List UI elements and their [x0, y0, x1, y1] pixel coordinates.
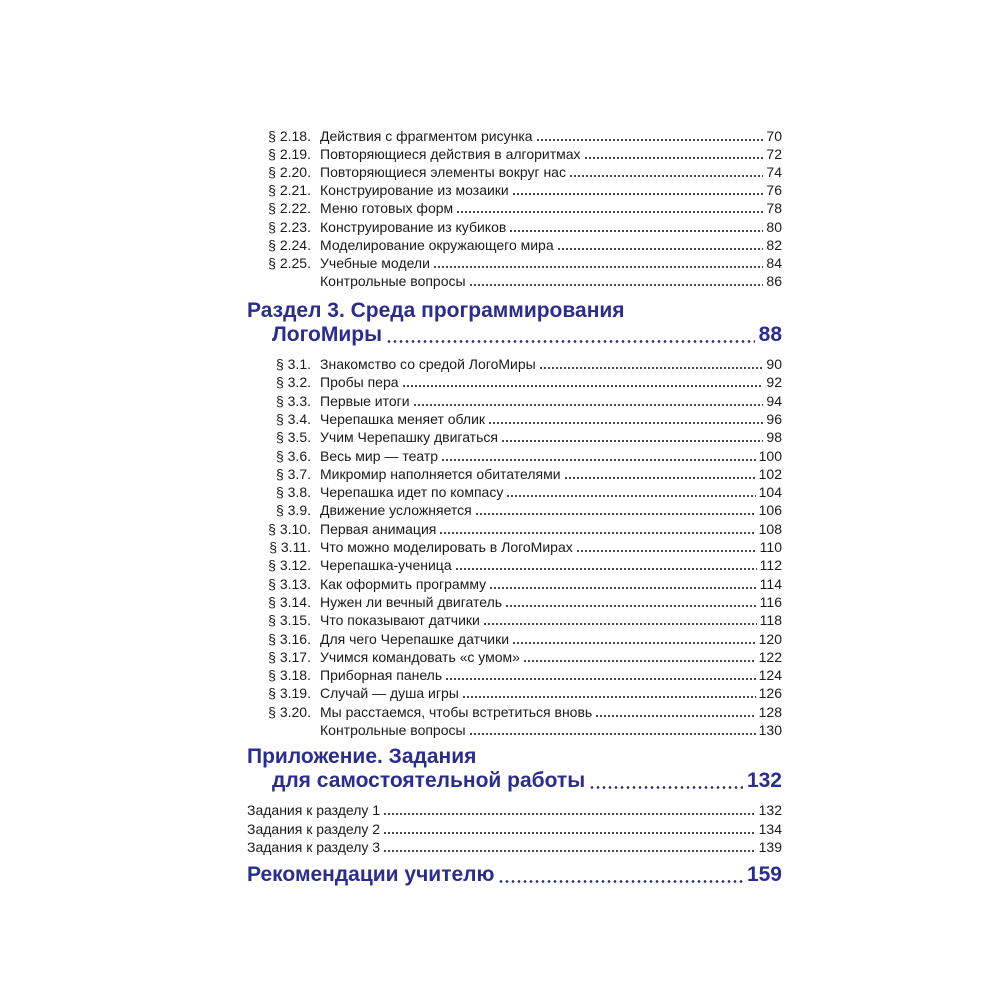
leader-dots — [523, 660, 756, 662]
toc-entry[interactable] — [247, 235, 782, 253]
toc-entry[interactable] — [247, 702, 782, 720]
toc-entry[interactable] — [247, 629, 782, 647]
toc-entry-number: § 3.14. — [268, 593, 311, 610]
toc-entry-title: Нужен ли вечный двигатель — [320, 593, 503, 610]
leader-dots — [469, 733, 756, 735]
toc-entry-title: Моделирование окружающего мира — [320, 236, 554, 253]
leader-dots — [462, 696, 756, 698]
toc-entry-number: § 3.4. — [275, 410, 311, 427]
toc-entry[interactable] — [247, 800, 782, 818]
recommendations-page: 159 — [746, 863, 782, 886]
toc-entry[interactable] — [247, 537, 782, 555]
toc-entry[interactable] — [247, 372, 782, 390]
toc-entry[interactable] — [247, 464, 782, 482]
toc-entry-number: § 3.20. — [268, 703, 311, 720]
toc-entry-title: Как оформить программу — [320, 575, 487, 592]
leader-dots — [512, 193, 764, 195]
toc-entry[interactable] — [247, 253, 782, 271]
toc-entry-page: 130 — [758, 722, 782, 738]
toc-entry-title: Меню готовых форм — [320, 200, 454, 217]
toc-entry-number: § 2.18. — [268, 128, 311, 144]
toc-entry-page: 72 — [766, 146, 782, 163]
leader-dots — [456, 211, 763, 213]
toc-entry-title: Черепашка меняет облик — [320, 410, 486, 427]
leader-dots — [539, 367, 764, 369]
toc-entry-title: Приборная панель — [320, 667, 443, 684]
appendix-heading-line1 — [247, 744, 782, 770]
toc-entry-page: 90 — [766, 356, 782, 372]
appendix-title: Приложение. Задания — [247, 745, 477, 768]
toc-entry-page: 80 — [766, 218, 782, 235]
leader-dots — [584, 157, 764, 159]
leader-dots — [439, 532, 755, 534]
toc-entry-number: § 2.20. — [268, 164, 311, 181]
leader-dots — [445, 678, 756, 680]
toc-entry-page: 120 — [758, 630, 782, 647]
toc-entry-title: Пробы пера — [320, 374, 399, 391]
toc-entry[interactable] — [247, 271, 782, 289]
section-3-heading-line1 — [247, 298, 782, 324]
toc-entry[interactable] — [247, 592, 782, 610]
toc-entry-title: Действия с фрагментом рисунка — [320, 128, 533, 144]
toc-entry-title: Задания к разделу 3 — [247, 839, 381, 855]
leader-dots — [595, 715, 755, 717]
leader-dots — [469, 284, 764, 286]
toc-entry-page: 102 — [758, 465, 782, 482]
leader-dots — [512, 642, 756, 644]
section-3-heading-line2[interactable] — [272, 322, 782, 348]
leader-dots — [383, 813, 756, 815]
toc-entry-page: 104 — [758, 484, 782, 501]
toc-entry-number: § 2.24. — [268, 236, 311, 253]
toc-entry[interactable] — [247, 574, 782, 592]
toc-entry-page: 86 — [766, 272, 782, 289]
toc-entry-title: Конструирование из мозаики — [320, 182, 509, 199]
toc-entry-page: 94 — [766, 392, 782, 409]
toc-entry-page: 74 — [766, 164, 782, 181]
toc-entry[interactable] — [247, 354, 782, 372]
toc-entry-page: 100 — [758, 447, 782, 464]
toc-entry[interactable] — [247, 391, 782, 409]
toc-entry-title: Повторяющиеся действия в алгоритмах — [320, 146, 581, 163]
leader-dots — [509, 230, 763, 232]
toc-entry-title: Первая анимация — [320, 520, 437, 537]
leader-dots — [569, 175, 763, 177]
toc-entry-number: § 3.10. — [268, 520, 311, 537]
recommendations-title: Рекомендации учителю — [247, 863, 495, 886]
leader-dots — [475, 513, 756, 515]
leader-dots — [498, 880, 743, 883]
toc-entry-page: 122 — [758, 648, 782, 665]
appendix-heading-line2[interactable] — [272, 768, 782, 794]
section-3-title: Раздел 3. Среда программирования — [247, 299, 625, 322]
toc-entry[interactable] — [247, 427, 782, 445]
toc-entry-number: § 2.22. — [268, 200, 311, 217]
toc-entry[interactable] — [247, 519, 782, 537]
toc-entry-page: 96 — [766, 410, 782, 427]
section-3-title-cont: ЛогоМиры — [272, 323, 383, 346]
toc-entry-number: § 2.19. — [268, 146, 311, 163]
toc-entry-page: 112 — [759, 557, 782, 574]
toc-entry[interactable] — [247, 610, 782, 628]
toc-entry-number: § 2.25. — [268, 254, 311, 271]
toc-entry-page: 110 — [759, 539, 782, 555]
toc-entry-number: § 3.17. — [268, 648, 311, 665]
toc-entry-number: § 3.16. — [268, 630, 311, 647]
leader-dots — [413, 404, 764, 406]
toc-entry-number: § 3.2. — [275, 374, 311, 391]
appendix-title-cont: для самостоятельной работы — [272, 769, 586, 792]
toc-entry-title: Конструирование из кубиков — [320, 218, 507, 235]
toc-entry[interactable] — [247, 683, 782, 701]
leader-dots — [402, 385, 764, 387]
toc-entry[interactable] — [247, 665, 782, 683]
toc-entry-title: Что можно моделировать в ЛогоМирах — [320, 539, 573, 555]
toc-entry-title: Что показывают датчики — [320, 612, 480, 629]
section-3-page: 88 — [758, 323, 782, 346]
toc-entry-page: 139 — [758, 839, 782, 855]
toc-entry-title: Микромир наполняется обитателями — [320, 465, 561, 482]
leader-dots — [383, 832, 756, 834]
toc-entry-page: 78 — [766, 200, 782, 217]
toc-entry-page: 108 — [758, 520, 782, 537]
toc-entry[interactable] — [247, 180, 782, 198]
toc-entry-title: Знакомство со средой ЛогоМиры — [320, 356, 536, 372]
leader-dots — [576, 550, 757, 552]
toc-entry[interactable] — [247, 647, 782, 665]
toc-entry[interactable] — [247, 126, 782, 144]
toc-entry-title: Повторяющиеся элементы вокруг нас — [320, 164, 566, 181]
toc-entry-page: 76 — [766, 182, 782, 199]
toc-entry-page: 134 — [758, 820, 782, 837]
toc-entry[interactable] — [247, 482, 782, 500]
toc-entry-page: 124 — [758, 667, 782, 684]
toc-entry[interactable] — [247, 720, 782, 738]
toc-entry-page: 98 — [766, 429, 782, 446]
toc-entry-page: 84 — [766, 254, 782, 271]
toc-entry-title: Черепашка идет по компасу — [320, 484, 504, 501]
recommendations-heading[interactable] — [247, 862, 782, 888]
toc-entry[interactable] — [247, 555, 782, 573]
toc-entry-number: § 3.8. — [275, 484, 311, 501]
toc-entry-title: Учебные модели — [320, 254, 430, 271]
toc-entry-page: 70 — [766, 128, 782, 144]
toc-entry-title: Контрольные вопросы — [320, 722, 466, 738]
toc-entry-title: Мы расстаемся, чтобы встретиться вновь — [320, 703, 593, 720]
toc-entry[interactable] — [247, 198, 782, 216]
toc-entry[interactable] — [247, 837, 782, 855]
toc-entry-number: § 3.3. — [275, 392, 311, 409]
toc-entry-number: § 3.9. — [275, 502, 311, 519]
toc-entry-number: § 2.23. — [268, 218, 311, 235]
toc-entry-page: 106 — [758, 502, 782, 519]
toc-entry[interactable] — [247, 144, 782, 162]
leader-dots — [483, 623, 757, 625]
toc-entry-number: § 3.5. — [275, 429, 311, 446]
toc-entry-page: 132 — [758, 802, 782, 818]
toc-entry-page: 126 — [758, 685, 782, 702]
leader-dots — [564, 477, 756, 479]
toc-entry-number: § 3.11. — [269, 539, 311, 555]
toc-entry-title: Для чего Черепашке датчики — [320, 630, 510, 647]
toc-entry[interactable] — [247, 446, 782, 464]
leader-dots — [505, 605, 757, 607]
toc-entry-title: Черепашка-ученица — [320, 557, 452, 574]
toc-entry-page: 92 — [766, 374, 782, 391]
toc-entry-page: 118 — [759, 612, 782, 629]
toc-entry-title: Задания к разделу 1 — [247, 802, 381, 818]
toc-entry-title: Случай — душа игры — [320, 685, 459, 702]
leader-dots — [455, 568, 757, 570]
toc-entry-title: Весь мир — театр — [320, 447, 439, 464]
toc-entry-number: § 3.6. — [275, 447, 311, 464]
toc-entry[interactable] — [247, 500, 782, 518]
leader-dots — [441, 459, 756, 461]
leader-dots — [383, 850, 756, 852]
toc-entry-title: Задания к разделу 2 — [247, 820, 381, 837]
leader-dots — [433, 266, 764, 268]
leader-dots — [557, 248, 764, 250]
toc-entry[interactable] — [247, 217, 782, 235]
leader-dots — [489, 587, 757, 589]
toc-entry-number: § 3.13. — [268, 575, 311, 592]
toc-entry-page: 114 — [759, 575, 782, 592]
toc-entry-title: Учим Черепашку двигаться — [320, 429, 498, 446]
leader-dots — [536, 139, 764, 141]
toc-entry-title: Контрольные вопросы — [320, 272, 466, 289]
leader-dots — [501, 440, 763, 442]
toc-entry-number: § 3.15. — [268, 612, 311, 629]
toc-entry-title: Движение усложняется — [320, 502, 472, 519]
toc-entry-number: § 2.21. — [268, 182, 311, 199]
toc-entry-number: § 3.12. — [268, 557, 311, 574]
toc-entry-number: § 3.18. — [268, 667, 311, 684]
toc-entry-title: Первые итоги — [320, 392, 410, 409]
toc-entry-number: § 3.1. — [275, 356, 311, 372]
toc-entry-number: § 3.7. — [275, 465, 311, 482]
toc-entry-title: Учимся командовать «с умом» — [320, 648, 520, 665]
toc-entry[interactable] — [247, 409, 782, 427]
leader-dots — [589, 786, 743, 789]
leader-dots — [488, 422, 763, 424]
toc-entry-page: 116 — [759, 593, 782, 610]
leader-dots — [386, 340, 755, 343]
toc-entry-number: § 3.19. — [268, 685, 311, 702]
appendix-page: 132 — [746, 769, 782, 792]
toc-entry-page: 82 — [766, 236, 782, 253]
toc-entry-page: 128 — [758, 703, 782, 720]
toc-entry[interactable] — [247, 819, 782, 837]
leader-dots — [506, 495, 755, 497]
toc-entry[interactable] — [247, 162, 782, 180]
